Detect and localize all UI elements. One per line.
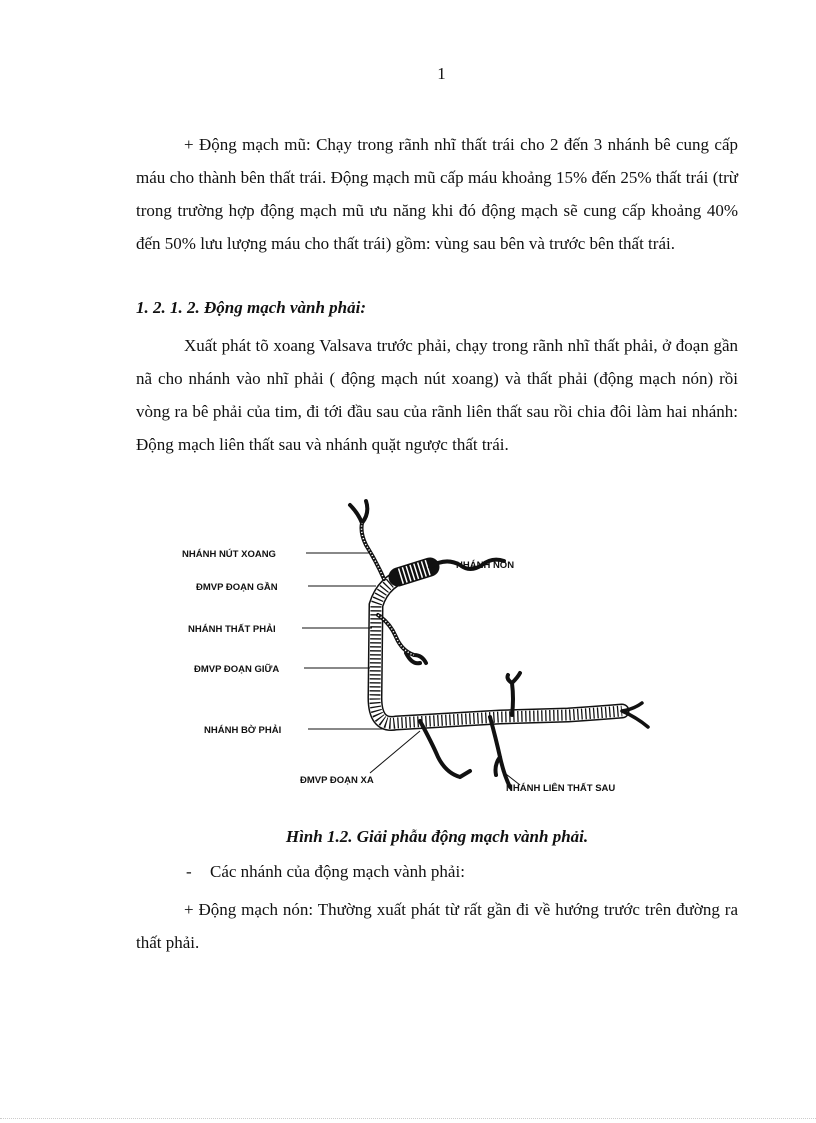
- artery-trunk: [375, 573, 622, 723]
- rv-branch: [378, 615, 426, 663]
- label-distal-segment: ĐMVP ĐOẠN XA: [300, 775, 374, 786]
- page-bottom-rule: [0, 1118, 816, 1119]
- label-conus-branch: NHÁNH NÓN: [456, 560, 515, 571]
- distal-branch: [420, 721, 470, 777]
- right-coronary-artery-diagram: [170, 495, 730, 810]
- paragraph-conus-artery: + Động mạch nón: Thường xuất phát từ rất gần đi về hướng trước trên đường ra thất phải.: [136, 900, 738, 952]
- page-number: 1: [437, 64, 446, 83]
- section-heading: 1. 2. 1. 2. Động mạch vành phải:: [136, 298, 366, 317]
- label-sa-node-branch: NHÁNH NÚT XOANG: [182, 549, 276, 560]
- bullet-item: [186, 862, 465, 882]
- label-marginal-branch: NHÁNH BỜ PHẢI: [204, 725, 282, 736]
- label-rv-branch: NHÁNH THẤT PHẢI: [188, 624, 276, 635]
- leader-lines: [302, 553, 520, 785]
- bullet-dash: -: [186, 862, 192, 881]
- bullet-text: Các nhánh của động mạch vành phải:: [210, 862, 465, 881]
- label-pda-branch: NHÁNH LIÊN THẤT SAU: [506, 783, 616, 794]
- label-proximal-segment: ĐMVP ĐOẠN GẦN: [196, 582, 278, 593]
- label-middle-segment: ĐMVP ĐOẠN GIỮA: [194, 664, 280, 675]
- pda-branch: [490, 717, 510, 787]
- figure-caption: Hình 1.2. Giải phẫu động mạch vành phải.: [285, 827, 589, 846]
- sa-node-branch: [350, 501, 384, 579]
- paragraph-right-coronary-artery: Xuất phát tõ xoang Valsava trước phải, chạy trong rãnh nhĩ thất phải, ở đoạn gần nã cho nhánh vào nhĩ phải ( động mạch nút xoang) và thất phải (động mạch nón) rồi vòng ra bê phải của tim, đi tới đầu sau của rãnh liên thất sau rồi chia đôi làm hai nhánh: Động mạch liên thất sau và nhánh quặt ngược thất trái.: [136, 336, 738, 454]
- paragraph-circumflex-artery: + Động mạch mũ: Chạy trong rãnh nhĩ thất trái cho 2 đến 3 nhánh bê cung cấp máu cho thành bên thất trái. Động mạch mũ cấp máu khoảng 15% đến 25% thất trái (trừ trong trường hợp động mạch mũ ưu năng khi đó động mạch sẽ cung cấp khoảng 40% đến 50% lưu lượng máu cho thất trái) gồm: vùng sau bên và trước bên thất trái.: [136, 135, 738, 253]
- posterolateral-branch: [508, 673, 521, 715]
